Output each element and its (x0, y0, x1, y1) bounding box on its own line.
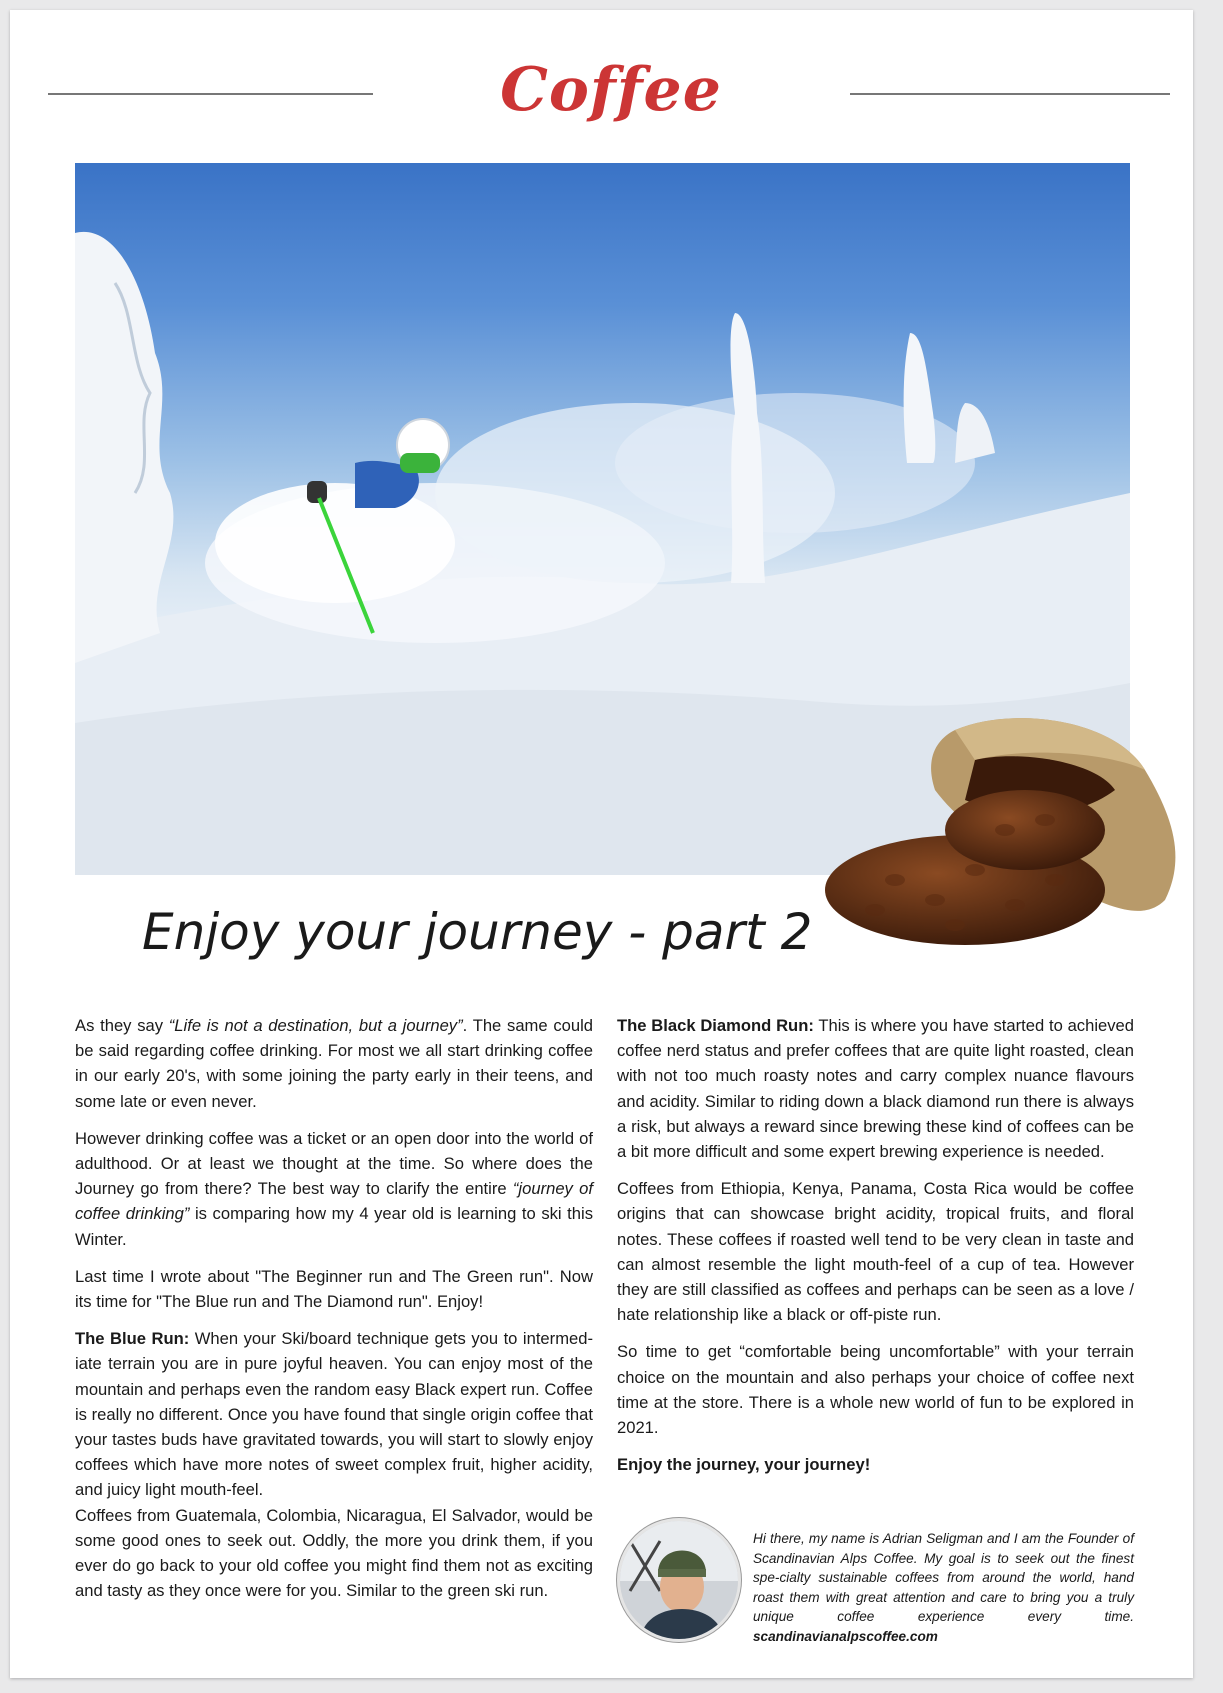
article-column-left (75, 1013, 593, 1615)
article-headline: Enjoy your journey - part 2 (142, 903, 813, 961)
author-avatar (617, 1518, 741, 1642)
author-website: scandinavianalpscoffee.com (753, 1628, 938, 1644)
intro-paragraph: As they say “Life is not a destination, but a journey”. The same could be said regarding coffee drinking. For most we all start drinking coffee in our early 20's, with some joining the party early in their teens, and some late or even never. (75, 1016, 594, 1111)
black-diamond-heading: The Black Diamond Run: (617, 1016, 814, 1035)
masthead-rule-right (850, 93, 1170, 95)
black-diamond-paragraph: The Black Diamond Run: This is where you have started to achieved coffee nerd status and prefer coffees that are quite light roasted, clean with not too much roasty notes and carry complex nuance flavours and acidity. Similar to riding down a black diamond run there is always a risk, but always a reward since brewing these kind of coffees can be a bit more difficult and some expert brewing experience is needed. (617, 1016, 1134, 1162)
closing-line: Enjoy the journey, your journey! (617, 1455, 871, 1475)
paragraph-comfortable: So time to get “comfortable being uncomfortable” with your terrain choice on the mountain and also perhaps your choice of coffee next time at the store. There is a whole new world of fun to be explored in 2021. (617, 1342, 1134, 1438)
blue-run-paragraph: The Blue Run: When your Ski/board technique gets you to intermed-iate terrain you are in pure joyful heaven. You can enjoy most of the mountain and perhaps even the random easy Black expert run. Coffee is really no different. Once you have found that single origin coffee that your tastes buds have gravitated towards, you will start to slowly enjoy coffees which have more notes of sweet complex fruit, higher acidity, and juicy light mouth-feel. (75, 1329, 593, 1500)
paragraph-adulthood: However drinking coffee was a ticket or an open door into the world of adulthood. Or at least we thought at the time. So where does the Journey go from there? The best way to clarify the entire “journey of coffee drinking” is comparing how my 4 year old is learning to ski this Winter. (75, 1128, 593, 1249)
blue-run-heading: The Blue Run: (75, 1329, 190, 1349)
masthead-rule-left (48, 93, 373, 95)
paragraph-diamond-origins: Coffees from Ethiopia, Kenya, Panama, Costa Rica would be coffee origins that can showcase bright acidity, tropical fruits, and floral notes. These coffees if roasted well tend to be very clean in taste and can almost resemble the light mouth-feel of a cup of tea. However they are still classified as coffees and perhaps can be seen as a love / hate relationship like a black or off-piste run. (617, 1179, 1134, 1325)
masthead-title: Coffee (500, 55, 722, 125)
paragraph-blue-origins: Coffees from Guatemala, Colombia, Nicaragua, El Salvador, would be some good ones to seek out. Oddly, the more you drink them, if you ever do go back to your old coffee you might find them not as exciting and tasty as they once were for you. Similar to the green ski run. (75, 1505, 593, 1601)
author-bio: Hi there, my name is Adrian Seligman and I am the Founder of Scandinavian Alps Coffee. My goal is to seek out the finest spe-cialty sustainable coffees from around the world, hand roast them with great attention and care to bring you a truly unique coffee experience every time. scandinavianalpscoffee.com (753, 1531, 1134, 1644)
magazine-page (10, 10, 1193, 1678)
article-column-right (617, 1013, 1134, 1489)
coffee-bean-sack-image (815, 710, 1193, 980)
paragraph-last-time: Last time I wrote about "The Beginner run and The Green run". Now its time for "The Blue run and The Diamond run". Enjoy! (75, 1266, 593, 1312)
